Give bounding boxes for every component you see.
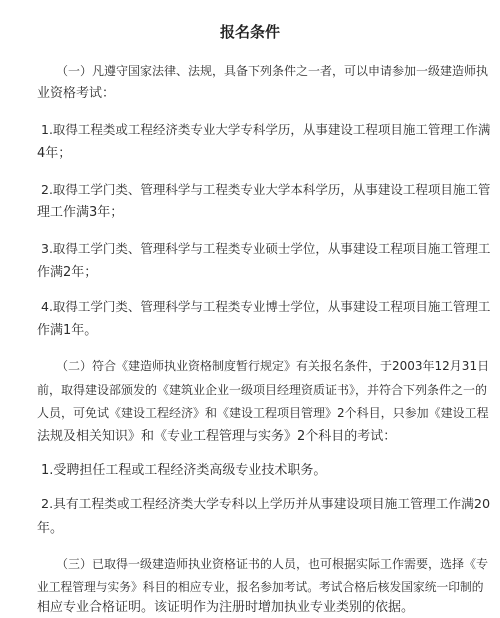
list-item-line: 2.具有工程类或工程经济类大学专科以上学历并从事建设项目施工管理工作满20 [41,497,491,512]
list-item-line: 作满1年。 [37,323,98,338]
paragraph-line: 前，取得建设部颁发的《建筑业企业一级项目经理资质证书》，并符合下列条件之一的 [37,383,488,397]
list-item-line: 1.受聘担任工程或工程经济类高级专业技术职务。 [41,463,327,478]
paragraph-line: （一）凡遵守国家法律、法规，具备下列条件之一者，可以申请参加一级建造师执 [56,64,489,78]
list-item-line: 3.取得工学门类、管理科学与工程类专业硕士学位，从事建设工程项目施工管理工 [41,241,491,256]
list-item-line: 4.取得工学门类、管理科学与工程类专业博士学位，从事建设工程项目施工管理工 [41,299,491,314]
list-item-line: 年。 [37,521,64,536]
paragraph-line: 业资格考试： [37,86,116,101]
list-item-line: 4年； [37,146,72,161]
paragraph-line: 业工程管理与实务》科目的相应专业，报名参加考试。考试合格后核发国家统一印制的 [37,580,484,594]
list-item-line: 2.取得工学门类、管理科学与工程类专业大学本科学历，从事建设工程项目施工管 [41,182,491,197]
paragraph-line: 法规及相关知识》和《专业工程管理与实务》2个科目的考试： [37,429,397,444]
list-item-line: 1.取得工程类或工程经济类专业大学专科学历，从事建设工程项目施工管理工作满 [41,122,491,137]
document-title: 报名条件 [219,23,280,41]
list-item-line: 作满2年； [37,265,98,280]
list-item-line: 理工作满3年； [37,205,124,220]
paragraph-line: （二）符合《建造师执业资格制度暂行规定》有关报名条件，于2003年12月31日 [56,359,490,373]
paragraph-line: 相应专业合格证明。该证明作为注册时增加执业专业类别的依据。 [37,600,415,615]
paragraph-line: （三）已取得一级建造师执业资格证书的人员，也可根据实际工作需要，选择《专 [56,557,489,571]
paragraph-line: 人员，可免试《建设工程经济》和《建设工程项目管理》2个科目，只参加《建设工程 [37,406,489,420]
